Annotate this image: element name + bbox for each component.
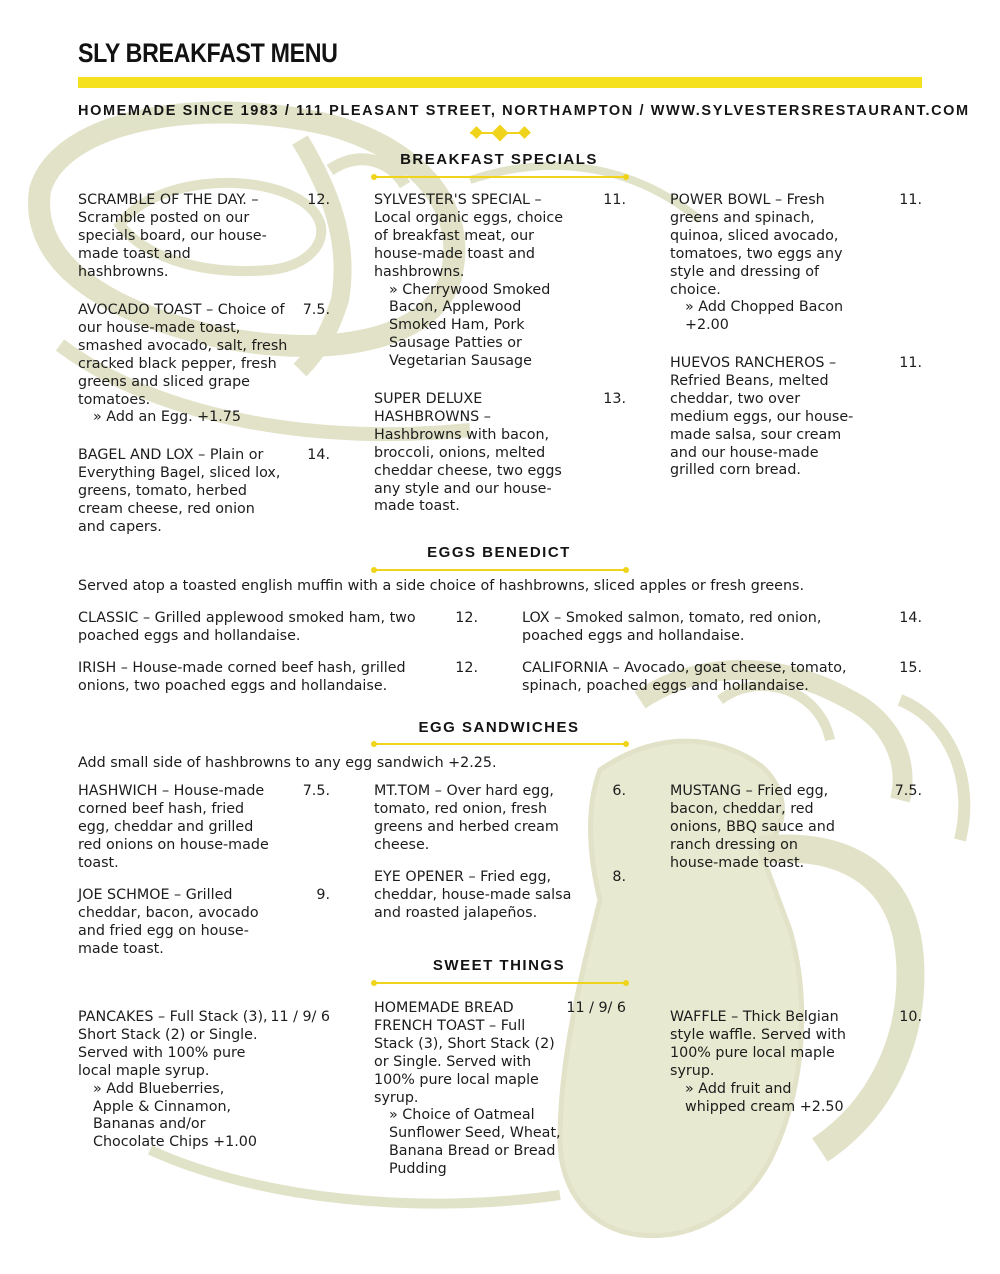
- item-price: 13.: [603, 391, 626, 407]
- eggs-benedict-note: Served atop a toasted english muffin with a side choice of hashbrowns, sliced apples or fresh greens.: [78, 578, 805, 594]
- item-addon: » Cherrywood Smoked Bacon, Applewood Smoked Ham, Pork Sausage Patties or Vegetarian Sausage: [389, 281, 551, 370]
- item-addon: » Add Chopped Bacon +2.00: [685, 299, 844, 334]
- item-price: 11.: [899, 355, 922, 371]
- item-price: 11 / 9/ 6: [270, 1009, 330, 1025]
- menu-item-classic-benedict: [78, 610, 448, 646]
- item-description: HOMEMADE BREAD FRENCH TOAST – Full Stack (3), Short Stack (2) or Single. Served with 100% pure local maple syrup.: [374, 1000, 555, 1106]
- item-price: 9.: [316, 887, 330, 903]
- item-description: MT.TOM – Over hard egg, tomato, red onion, fresh greens and herbed cream cheese.: [374, 783, 559, 853]
- item-price: 12.: [307, 192, 330, 208]
- item-description: PANCAKES – Full Stack (3), Short Stack (2) or Single. Served with 100% pure local maple syrup.: [78, 1009, 268, 1079]
- item-description: SUPER DELUXE HASHBROWNS – Hashbrowns with bacon, broccoli, onions, melted cheddar cheese, two eggs any style and our house-made toast.: [374, 391, 562, 515]
- menu-item-joe-schmoe: [78, 887, 278, 959]
- item-description: CLASSIC – Grilled applewood smoked ham, two poached eggs and hollandaise.: [78, 610, 416, 644]
- item-addon: » Add an Egg. +1.75: [93, 409, 241, 426]
- section-rule-egg-sandwiches: [374, 743, 626, 745]
- item-description: WAFFLE – Thick Belgian style waffle. Served with 100% pure local maple syrup.: [670, 1009, 846, 1079]
- item-price: 7.5.: [894, 783, 922, 799]
- rule-dot: [623, 980, 629, 986]
- menu-item-lox-benedict: [522, 610, 862, 646]
- item-price: 12.: [455, 610, 478, 626]
- menu-item-super-deluxe-hashbrowns: [374, 391, 569, 516]
- item-price: 11.: [899, 192, 922, 208]
- menu-item-huevos-rancheros: [670, 355, 860, 480]
- rule-dot: [371, 980, 377, 986]
- item-price: 11 / 9/ 6: [566, 1000, 626, 1016]
- item-description: LOX – Smoked salmon, tomato, red onion, poached eggs and hollandaise.: [522, 610, 822, 644]
- item-description: SYLVESTER'S SPECIAL – Local organic eggs, choice of breakfast meat, our house-made toast and hashbrowns.: [374, 192, 564, 280]
- item-price: 11.: [603, 192, 626, 208]
- item-price: 7.5.: [302, 302, 330, 318]
- section-rule-breakfast-specials: [374, 176, 626, 178]
- rule-dot: [371, 567, 377, 573]
- item-price: 7.5.: [302, 783, 330, 799]
- item-description: POWER BOWL – Fresh greens and spinach, quinoa, sliced avocado, tomatoes, two eggs any style and dressing of choice.: [670, 192, 843, 298]
- item-price: 14.: [307, 447, 330, 463]
- item-price: 10.: [899, 1009, 922, 1025]
- menu-title: SLY BREAKFAST MENU: [78, 38, 338, 68]
- rule-dot: [371, 741, 377, 747]
- item-description: HASHWICH – House-made corned beef hash, fried egg, cheddar and grilled red onions on house-made toast.: [78, 783, 269, 871]
- item-price: 6.: [612, 783, 626, 799]
- menu-item-mustang: [670, 783, 850, 873]
- section-heading-sweet-things: SWEET THINGS: [432, 957, 566, 974]
- menu-item-irish-benedict: [78, 660, 448, 696]
- section-rule-eggs-benedict: [374, 569, 626, 571]
- section-rule-sweet-things: [374, 982, 626, 984]
- menu-item-scramble-of-the-day: [78, 192, 283, 282]
- menu-item-eye-opener: [374, 869, 574, 923]
- item-description: IRISH – House-made corned beef hash, grilled onions, two poached eggs and hollandaise.: [78, 660, 406, 694]
- item-description: BAGEL AND LOX – Plain or Everything Bagel, sliced lox, greens, tomato, herbed cream cheese, red onion and capers.: [78, 447, 281, 535]
- rule-dot: [623, 567, 629, 573]
- egg-sandwiches-note: Add small side of hashbrowns to any egg sandwich +2.25.: [78, 755, 497, 771]
- menu-item-power-bowl: [670, 192, 860, 335]
- item-price: 15.: [899, 660, 922, 676]
- item-addon: » Choice of Oatmeal Sunflower Seed, Wheat, Banana Bread or Bread Pudding: [389, 1107, 561, 1178]
- section-heading-egg-sandwiches: EGG SANDWICHES: [418, 719, 580, 736]
- menu-item-bagel-and-lox: [78, 447, 283, 537]
- menu-item-hashwich: [78, 783, 278, 873]
- item-description: MUSTANG – Fried egg, bacon, cheddar, red onions, BBQ sauce and ranch dressing on house-made toast.: [670, 783, 835, 871]
- menu-item-pancakes: [78, 1009, 268, 1152]
- rule-dot: [371, 174, 377, 180]
- item-description: EYE OPENER – Fried egg, cheddar, house-made salsa and roasted jalapeños.: [374, 869, 572, 921]
- item-price: 14.: [899, 610, 922, 626]
- menu-item-avocado-toast: [78, 302, 288, 427]
- item-description: HUEVOS RANCHEROS – Refried Beans, melted cheddar, two over medium eggs, our house-made salsa, sour cream and our house-made grilled corn bread.: [670, 355, 854, 479]
- item-addon: » Add fruit and whipped cream +2.50: [685, 1080, 844, 1115]
- item-price: 12.: [455, 660, 478, 676]
- item-price: 8.: [612, 869, 626, 885]
- title-underline-bar: [78, 77, 922, 88]
- item-description: AVOCADO TOAST – Choice of our house-made toast, smashed avocado, salt, fresh cracked black pepper, fresh greens and sliced grape tomatoes.: [78, 302, 288, 408]
- item-description: CALIFORNIA – Avocado, goat cheese, tomato, spinach, poached eggs and hollandaise.: [522, 660, 847, 694]
- menu-item-homemade-bread-french-toast: [374, 1000, 569, 1179]
- rule-dot: [623, 741, 629, 747]
- menu-item-sylvesters-special: [374, 192, 574, 371]
- menu-tagline: HOMEMADE SINCE 1983 / 111 PLEASANT STREET, NORTHAMPTON / WWW.SYLVESTERSRESTAURANT.COM: [78, 103, 970, 119]
- item-description: JOE SCHMOE – Grilled cheddar, bacon, avocado and fried egg on house-made toast.: [78, 887, 259, 957]
- section-heading-eggs-benedict: EGGS BENEDICT: [427, 544, 571, 561]
- menu-item-waffle: [670, 1009, 855, 1116]
- menu-item-mt-tom: [374, 783, 574, 855]
- menu-item-california-benedict: [522, 660, 867, 696]
- section-heading-breakfast-specials: BREAKFAST SPECIALS: [400, 151, 598, 168]
- item-addon: » Add Blueberries, Apple & Cinnamon, Bananas and/or Chocolate Chips +1.00: [93, 1080, 257, 1151]
- item-description: SCRAMBLE OF THE DAY. – Scramble posted on our specials board, our house-made toast and hashbrowns.: [78, 192, 267, 280]
- rule-dot: [623, 174, 629, 180]
